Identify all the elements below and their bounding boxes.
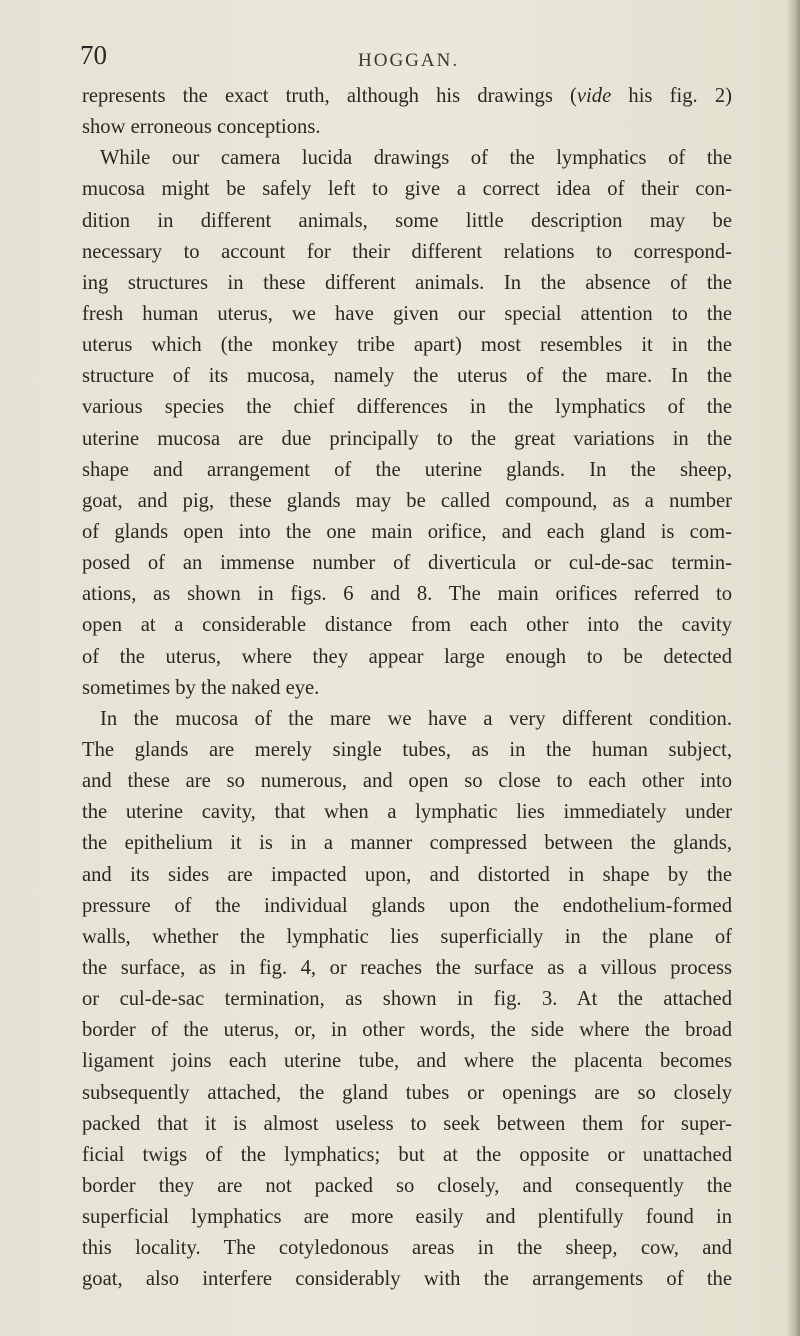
page-edge-shadow (786, 0, 800, 1336)
line-text: represents the exact truth, although his drawings ( (82, 85, 577, 107)
line-text: While our camera lucida drawings of the lymphatics of the (100, 147, 732, 170)
line-text-continued: his fig. 2) (611, 85, 732, 107)
line-text: border of the uterus, or, in other words, the side where the broad (82, 1019, 732, 1042)
text-line (82, 81, 732, 112)
line-text: border they are not packed so closely, and consequently the (82, 1174, 732, 1197)
line-text: uterine mucosa are due principally to the great variations in the (82, 427, 732, 450)
text-line (82, 984, 732, 1015)
line-text: dition in different animals, some little description may be (82, 209, 732, 232)
text-line (82, 953, 732, 984)
line-text: or cul-de-sac termination, as shown in fig. 3. At the attached (82, 988, 732, 1011)
text-line (82, 1140, 732, 1171)
text-line (82, 797, 732, 828)
line-text: uterus which (the monkey tribe apart) most resembles it in the (82, 334, 732, 357)
line-text: show erroneous conceptions. (82, 116, 321, 139)
body-text (82, 81, 732, 1295)
line-text: this locality. The cotyledonous areas in the sheep, cow, and (82, 1237, 732, 1260)
line-text: ing structures in these different animals. In the absence of the (82, 271, 732, 294)
running-head: HOGGAN. (358, 50, 460, 71)
text-line (82, 704, 732, 735)
line-text: and its sides are impacted upon, and distorted in shape by the (82, 863, 732, 886)
line-text: The glands are merely single tubes, as in the human subject, (82, 738, 732, 761)
line-text: goat, also interfere considerably with the arrangements of the (82, 1268, 732, 1291)
line-text: In the mucosa of the mare we have a very different condition. (100, 707, 732, 730)
text-line (82, 361, 732, 392)
line-text: of glands open into the one main orifice, and each gland is com- (82, 520, 732, 543)
text-line (82, 642, 732, 673)
text-line (82, 1109, 732, 1140)
line-text: pressure of the individual glands upon the endothelium-formed (82, 894, 732, 917)
line-text: ligament joins each uterine tube, and where the placenta becomes (82, 1050, 732, 1073)
text-line (82, 299, 732, 330)
text-line (82, 112, 732, 143)
text-line (82, 1233, 732, 1264)
text-line (82, 860, 732, 891)
line-text: open at a considerable distance from each other into the cavity (82, 614, 732, 637)
line-text: ations, as shown in figs. 6 and 8. The main orifices referred to (82, 583, 732, 606)
text-line (82, 1015, 732, 1046)
line-text: packed that it is almost useless to seek between them for super- (82, 1112, 732, 1135)
text-line (82, 673, 732, 704)
line-text: the epithelium it is in a manner compressed between the glands, (82, 832, 732, 855)
text-line (82, 766, 732, 797)
text-line (82, 143, 732, 174)
text-line (82, 206, 732, 237)
line-text: the surface, as in fig. 4, or reaches the surface as a villous process (82, 956, 732, 979)
line-text: structure of its mucosa, namely the uterus of the mare. In the (82, 365, 732, 388)
text-line (82, 424, 732, 455)
text-line (82, 486, 732, 517)
line-text: mucosa might be safely left to give a correct idea of their con- (82, 178, 732, 201)
line-text: and these are so numerous, and open so close to each other into (82, 770, 732, 793)
italic-text: vide (576, 85, 612, 107)
page-number: 70 (80, 40, 107, 70)
text-line (82, 579, 732, 610)
text-line (82, 455, 732, 486)
text-line (82, 1202, 732, 1233)
line-text: necessary to account for their different relations to correspond- (82, 240, 732, 263)
text-line (82, 174, 732, 205)
text-line (82, 1264, 732, 1295)
line-text: ficial twigs of the lymphatics; but at the opposite or unattached (82, 1143, 732, 1166)
line-text: walls, whether the lymphatic lies superficially in the plane of (82, 925, 732, 948)
line-text: the uterine cavity, that when a lymphatic lies immediately under (82, 801, 732, 824)
line-text: subsequently attached, the gland tubes or openings are so closely (82, 1081, 732, 1104)
text-line (82, 548, 732, 579)
line-text: fresh human uterus, we have given our special attention to the (82, 302, 732, 325)
line-text: sometimes by the naked eye. (82, 676, 320, 699)
text-line (82, 392, 732, 423)
text-line (82, 330, 732, 361)
line-text: goat, and pig, these glands may be called compound, as a number (82, 489, 732, 512)
text-line (82, 922, 732, 953)
text-line (82, 735, 732, 766)
text-line (82, 610, 732, 641)
text-line (82, 517, 732, 548)
text-line (82, 237, 732, 268)
text-line (82, 891, 732, 922)
text-line (82, 268, 732, 299)
line-text: of the uterus, where they appear large enough to be detected (82, 645, 732, 668)
line-text: posed of an immense number of diverticula or cul-de-sac termin- (82, 552, 732, 575)
text-line (82, 1171, 732, 1202)
text-line (82, 1046, 732, 1077)
text-line (82, 1078, 732, 1109)
line-text: shape and arrangement of the uterine glands. In the sheep, (82, 458, 732, 481)
line-text: superficial lymphatics are more easily and plentifully found in (82, 1206, 732, 1229)
text-line (82, 828, 732, 859)
line-text: various species the chief differences in the lymphatics of the (82, 396, 732, 419)
